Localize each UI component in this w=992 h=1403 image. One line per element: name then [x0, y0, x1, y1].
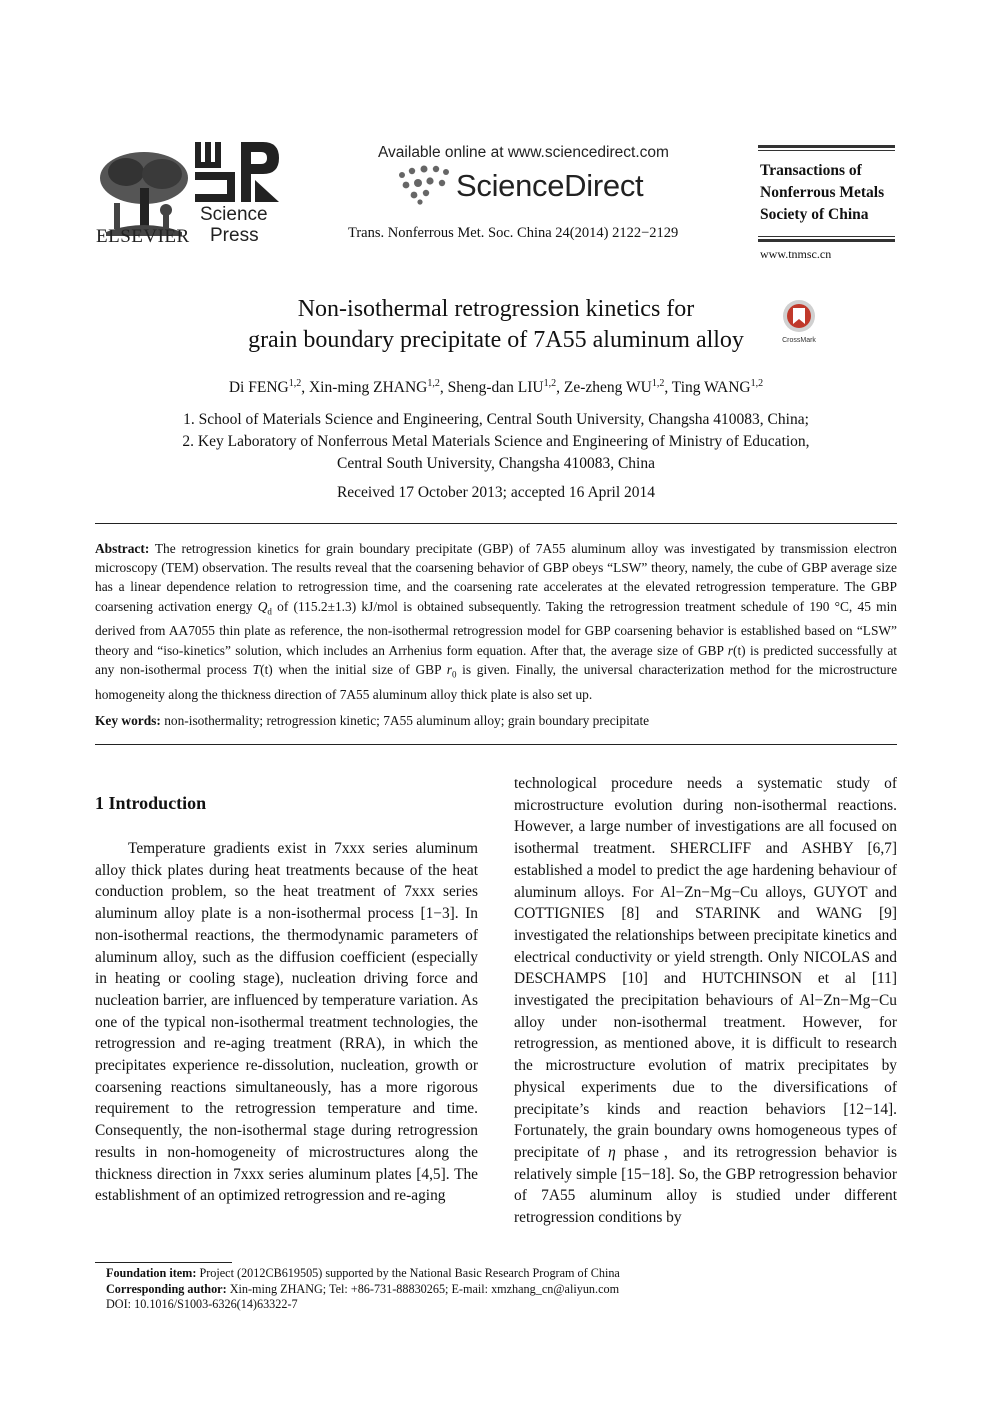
body-text: phase，and its retrogression behavior is relatively simple [15−18]. So, the GBP retrogression behavior of 7A55 aluminum alloy is studied under different retrogression conditions by: [514, 1143, 897, 1227]
symbol-t: T: [252, 661, 261, 677]
author: Sheng-dan LIU: [447, 379, 544, 397]
footnote-foundation: [106, 1266, 620, 1282]
symbol-eta: η: [608, 1143, 616, 1161]
author: Ze-zheng WU: [563, 379, 652, 397]
body-paragraph: [514, 773, 897, 1229]
journal-box-rule: [758, 236, 895, 237]
available-online-text: Available online at www.sciencedirect.com: [378, 144, 669, 161]
author-affil-sup: 1,2: [543, 378, 557, 389]
keywords-label: Key words:: [95, 713, 161, 728]
crossmark-label: CrossMark: [782, 337, 816, 344]
body-column-right: [514, 773, 897, 1229]
journal-box-rule: [758, 239, 895, 242]
footnote-corresponding: [106, 1282, 620, 1298]
affiliation-2b: Central South University, Changsha 410083, China: [336, 455, 655, 472]
footnote-foundation-label: Foundation item:: [106, 1266, 197, 1280]
journal-url[interactable]: www.tnmsc.cn: [760, 247, 832, 261]
author-affil-sup: 1,2: [750, 378, 764, 389]
abstract-text: The retrogression kinetics for grain boundary precipitate (GBP) of 7A55 aluminum alloy was investigated by transmission electron microscopy (TEM) observation. The results reveal that the coarsening behavior of GBP obeys “LSW” theory, namely, the cube of GBP average size has a linear dependence relation to retrogression time, and the coarsening rate accelerates at the elevated retrogression temperature. The GBP coarsening activation energy: [95, 541, 897, 614]
symbol-r: r: [727, 642, 733, 658]
crossmark-icon[interactable]: [776, 298, 822, 344]
article-title-line1: Non-isothermal retrogression kinetics for: [297, 296, 695, 322]
footnote-doi[interactable]: DOI: 10.1016/S1003-6326(14)63322-7: [106, 1297, 298, 1312]
journal-box-rule: [758, 145, 895, 148]
abstract-top-rule: [95, 523, 897, 524]
keywords: [95, 711, 897, 730]
abstract-label: Abstract:: [95, 541, 150, 556]
science-press-logo: [193, 140, 281, 204]
journal-name-line1: Transactions of: [760, 162, 862, 179]
symbol-q: Q: [257, 598, 268, 614]
journal-citation: Trans. Nonferrous Met. Soc. China 24(2014) 2122−2129: [348, 225, 679, 241]
journal-name-line2: Nonferrous Metals: [760, 184, 885, 201]
author-list: Di FENG$^{1,2}$, Xin-ming ZHANG$^{1,2}$, Sheng-dan LIU$^{1,2}$, Ze-zheng WU$^{1,2}$, Ting WANG$^{1,2}$: [228, 378, 764, 397]
abstract-text: when the initial size of GBP: [272, 661, 447, 677]
affiliation-1: 1. School of Materials Science and Engineering, Central South University, Changsha 410083, China;: [183, 411, 809, 428]
elsevier-wordmark: ELSEVIER: [96, 226, 190, 247]
author: Di FENG: [228, 379, 289, 397]
footnote-rule: [95, 1262, 232, 1263]
keywords-text: non-isothermality; retrogression kinetic; 7A55 aluminum alloy; grain boundary precipitate: [160, 713, 650, 728]
author: Ting WANG: [671, 379, 751, 397]
article-title-line2: grain boundary precipitate of 7A55 aluminum alloy: [248, 327, 744, 353]
symbol-r-arg: (t): [732, 642, 746, 658]
body-text: technological procedure needs a systematic study of microstructure evolution during non-isothermal reactions. However, a large number of investigations are all focused on isothermal treatment. SHERCLIFF and ASHBY [6,7] established a model to predict the age hardening behaviour of aluminum alloys. For Al−Zn−Mg−Cu alloys, GUYOT and COTTIGNIES [8] and STARINK and WANG [9] investigated the relationships between precipitate kinetics and electrical conductivity or yield strength. Only NICOLAS and DESCHAMPS [10] and HUTCHINSON et al [11] investigated the precipitation behaviours of Al−Zn−Mg−Cu alloy under non-isothermal treatment. However, for retrogression, as mentioned above, it is difficult to research the microstructure evolution of matrix precipitates by physical experiments due to the diversifications of precipitate’s kinds and reaction behaviors [12−14]. Fortunately, the grain boundary owns homogeneous types of precipitate of: [514, 775, 897, 1161]
science-press-line1: Science: [200, 204, 268, 225]
science-press-line2: Press: [210, 225, 259, 246]
footnote-foundation-text: Project (2012CB619505) supported by the National Basic Research Program of China: [196, 1266, 620, 1280]
article-title: [0, 294, 992, 356]
abstract: [95, 539, 897, 704]
section-heading-introduction: 1 Introduction: [95, 793, 207, 813]
body-column-left: [95, 838, 478, 1207]
abstract-text: is given. Finally, the universal characterization method for the microstructure homogeneity along the thickness direction of 7A55 aluminum alloy thick plate is also set up.: [95, 661, 898, 702]
footnote-corresponding-label: Corresponding author:: [106, 1281, 227, 1296]
journal-name-line3: Society of China: [760, 206, 869, 223]
body-paragraph: Temperature gradients exist in 7xxx series aluminum alloy thick plates during heat treatments because of the heat conduction problem, so the heat treatment of 7xxx series aluminum alloy plate is a non-isothermal process [1−3]. In non-isothermal reactions, the thermodynamic parameters of aluminum alloy, such as the diffusion coefficient (especially in heating or cooling stage), nucleation driving force and nucleation barrier, are influenced by temperature variation. As one of the typical non-isothermal treatment technologies, the retrogression and re-aging treatment (RRA), in which the precipitates experience re-dissolution, nucleation, growth or coarsening reactions simultaneously, has a more rigorous requirement to the retrogression temperature and time. Consequently, the non-isothermal stage during retrogression results in non-homogeneity of microstructures along the thickness direction in 7xxx series aluminum plates [4,5]. The establishment of an optimized retrogression and re-aging: [95, 840, 478, 1205]
abstract-text: is predicted successfully at any non-isothermal process: [95, 642, 897, 677]
author-affil-sup: 1,2: [427, 378, 440, 389]
symbol-q-sub: d: [267, 606, 272, 617]
footnotes: [106, 1266, 620, 1313]
author-affil-sup: 1,2: [288, 378, 302, 389]
journal-box-rule: [758, 150, 895, 151]
affiliation-2a: 2. Key Laboratory of Nonferrous Metal Materials Science and Engineering of Ministry of Education,: [182, 433, 810, 450]
author-affil-sup: 1,2: [651, 378, 665, 389]
received-dates: Received 17 October 2013; accepted 16 April 2014: [336, 484, 656, 501]
abstract-bottom-rule: [95, 744, 897, 745]
symbol-t-arg: (t): [260, 661, 273, 677]
author: Xin-ming ZHANG: [308, 379, 428, 397]
symbol-r0-sub: 0: [451, 669, 457, 680]
affiliations: [0, 409, 992, 475]
symbol-r0: r: [446, 661, 452, 677]
sciencedirect-dots-icon: [396, 163, 454, 205]
footnote-corresponding-text: Xin-ming ZHANG; Tel: +86-731-88830265; E-mail: xmzhang_cn@aliyun.com: [226, 1281, 620, 1296]
journal-name: [760, 160, 884, 226]
abstract-text: of (115.2±1.3) kJ/mol is obtained subsequently. Taking the retrogression treatment schedule of 190 °C, 45 min derived from AA7055 thin plate as reference, the non-isothermal retrogression model for GBP coarsening behavior is established based on “LSW” theory and “iso-kinetics” solution, which includes an Arrhenius form equation. After that, the average size of GBP: [95, 598, 897, 658]
sciencedirect-wordmark: ScienceDirect: [456, 168, 644, 203]
